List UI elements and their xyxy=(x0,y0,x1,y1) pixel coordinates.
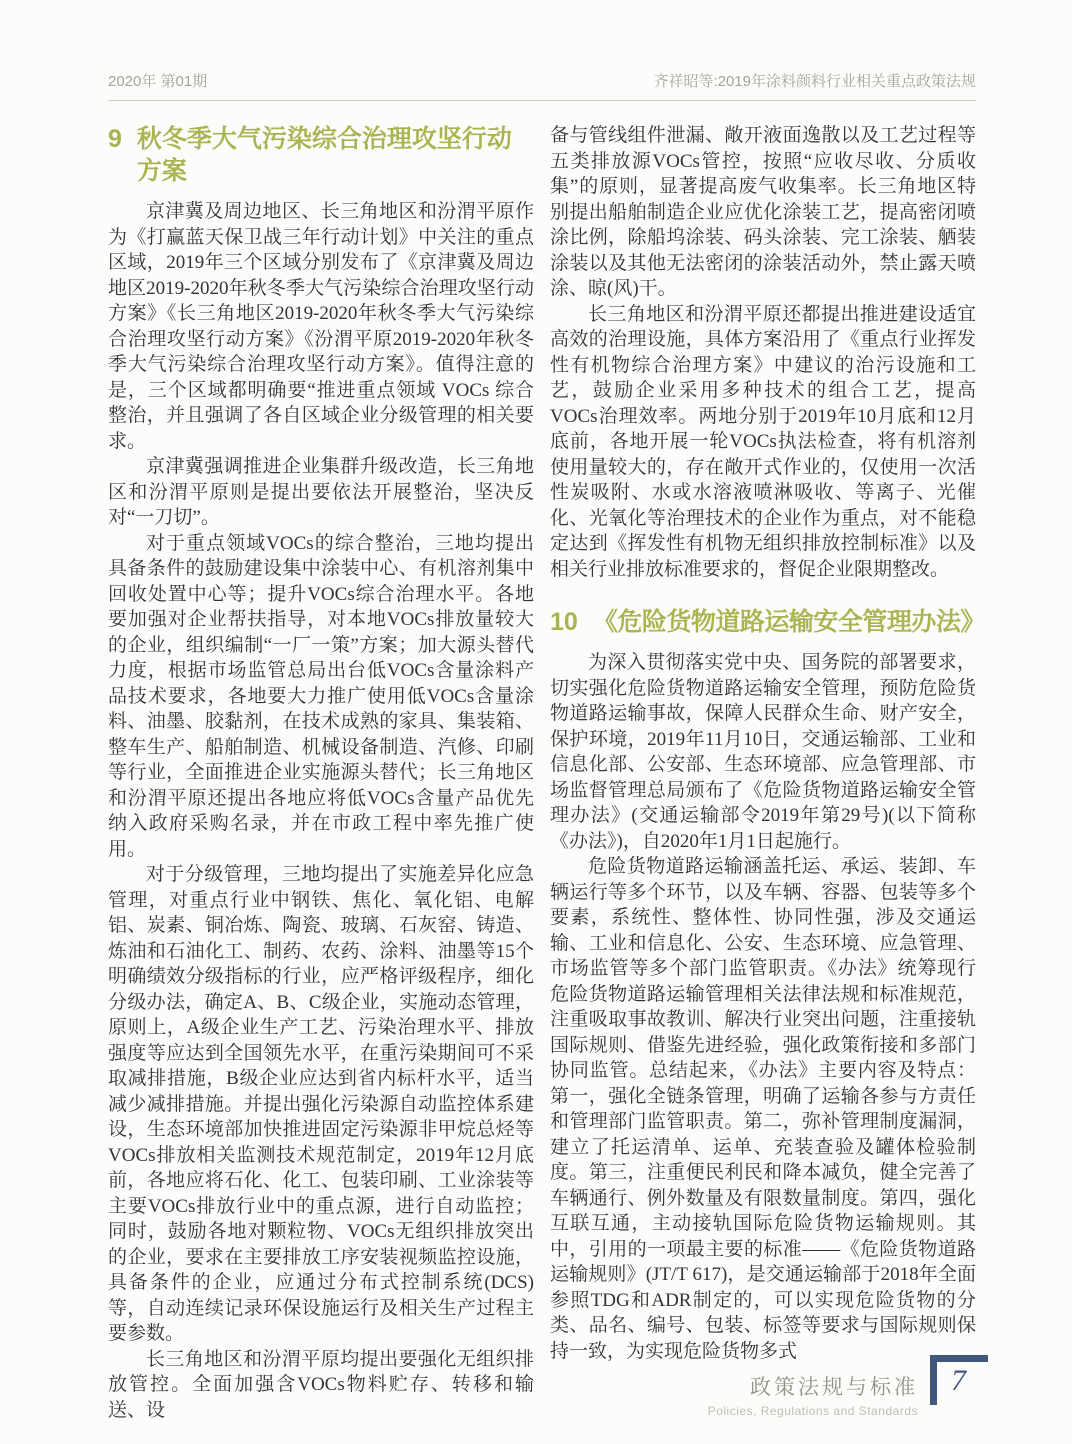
paragraph: 长三角地区和汾渭平原还都提出推进建设适宜高效的治理设施，具体方案沿用了《重点行业挥发性有机物综合治理方案》中建议的治污设施和工艺，鼓励企业采用多种技术的组合工艺，提高VOCs治理效率。两地分别于2019年10月底和12月底前，各地开展一轮VOCs执法检查，将有机溶剂使用量较大的，存在敞开式作业的，仅使用一次活性炭吸附、水或水溶液喷淋吸收、等离子、光催化、光氧化等治理技术的企业作为重点，对不能稳定达到《挥发性有机物无组织排放控制标准》以及相关行业排放标准要求的，督促企业限期整改。 xyxy=(550,303,976,580)
paragraph: 对于分级管理，三地均提出了实施差异化应急管理，对重点行业中钢铁、焦化、氧化铝、电解铝、炭素、铜冶炼、陶瓷、玻璃、石灰窑、铸造、炼油和石油化工、制药、农药、涂料、油墨等15个明确绩效分级指标的行业，应严格评级程序，细化分级办法，确定A、B、C级企业，实施动态管理，原则上，A级企业生产工艺、污染治理水平、排放强度等应达到全国领先水平，在重污染期间可不采取减排措施，B级企业应达到省内标杆水平，适当减少减排措施。并提出强化污染源自动监控体系建设，生态环境部加快推进固定污染源非甲烷总烃等VOCs排放相关监测技术规范制定，2019年12月底前，各地应将石化、化工、包装印刷、工业涂装等主要VOCs排放行业中的重点源，进行自动监控；同时，鼓励各地对颗粒物、VOCs无组织排放突出的企业，要求在主要排放工序安装视频监控设施，具备条件的企业，应通过分布式控制系统(DCS)等，自动连续记录环保设施运行及相关生产过程主要参数。 xyxy=(108,864,534,1344)
two-column-body xyxy=(108,123,985,1423)
issue-info: 2020年 第01期 xyxy=(108,73,208,90)
page-number: 7 xyxy=(951,1364,966,1397)
section-10-title: 《危险货物道路运输安全管理办法》 xyxy=(592,608,985,636)
footer-section-titles xyxy=(708,1355,918,1418)
paragraph: 备与管线组件泄漏、敞开液面逸散以及工艺过程等五类排放源VOCs管控，按照“应收尽收、分质收集”的原则，显著提高废气收集率。长三角地区特别提出船舶制造企业应优化涂装工艺，提高密闭喷涂比例，除船坞涂装、码头涂装、完工涂装、舾装涂装以及其他无法密闭的涂装活动外，禁止露天喷涂、晾(风)干。 xyxy=(550,125,976,299)
right-column xyxy=(550,123,985,1423)
section-9-heading xyxy=(108,123,534,187)
page-footer xyxy=(708,1355,988,1418)
paragraph: 京津冀强调推进企业集群升级改造，长三角地区和汾渭平原则是提出要依法开展整治，坚决反对“一刀切”。 xyxy=(108,456,534,528)
page-header xyxy=(108,70,976,101)
left-column xyxy=(108,123,534,1423)
right-column-text-bottom xyxy=(550,650,976,1364)
footer-section-title-en: Policies, Regulations and Standards xyxy=(707,1404,918,1418)
paragraph: 为深入贯彻落实党中央、国务院的部署要求，切实强化危险货物道路运输安全管理，预防危险货物道路运输事故，保障人民群众生命、财产安全，保护环境，2019年11月10日，交通运输部、工业和信息化部、公安部、生态环境部、应急管理部、市场监督管理总局颁布了《危险货物道路运输安全管理办法》(交通运输部令2019年第29号)(以下简称《办法》)，自2020年1月1日起施行。 xyxy=(550,652,976,852)
paragraph: 京津冀及周边地区、长三角地区和汾渭平原作为《打赢蓝天保卫战三年行动计划》中关注的重点区域，2019年三个区域分别发布了《京津冀及周边地区2019-2020年秋冬季大气污染综合治理攻坚行动方案》《长三角地区2019-2020年秋冬季大气污染综合治理攻坚行动方案》《汾渭平原2019-2020年秋冬季大气污染综合治理攻坚行动方案》。值得注意的是，三个区域都明确要“推进重点领域 VOCs 综合整治，并且强调了各自区域企业分级管理的相关要求。 xyxy=(108,201,534,452)
footer-section-title-cn: 政策法规与标准 xyxy=(750,1376,918,1399)
paragraph: 长三角地区和汾渭平原均提出要强化无组织排放管控。全面加强含VOCs物料贮存、转移和输送、设 xyxy=(108,1348,534,1421)
section-9-number: 9 xyxy=(108,125,122,153)
paragraph: 危险货物道路运输涵盖托运、承运、装卸、车辆运行等多个环节，以及车辆、容器、包装等多个要素，系统性、整体性、协同性强，涉及交通运输、工业和信息化、公安、生态环境、应急管理、市场监管等多个部门监管职责。《办法》统筹现行危险货物道路运输管理相关法律法规和标准规范，注重吸取事故教训、解决行业突出问题，注重接轨国际规则、借鉴先进经验，强化政策衔接和多部门协同监管。总结起来，《办法》主要内容及特点：第一，强化全链条管理，明确了运输各参与方责任和管理部门监管职责。第二，弥补管理制度漏洞，建立了托运清单、运单、充装查验及罐体检验制度。第三，注重便民利民和降本减负，健全完善了车辆通行、例外数量及有限数量制度。第四，强化互联互通，主动接轨国际危险货物运输规则。其中，引用的一项最主要的标准——《危险货物道路运输规则》(JT/T 617)，是交通运输部于2018年全面参照TDG和ADR制定的，可以实现危险货物的分类、品名、编号、包装、标签等要求与国际规则保持一致，为实现危险货物多式 xyxy=(550,856,976,1362)
section-10-number: 10 xyxy=(550,608,578,636)
page-number-bracket xyxy=(930,1355,988,1405)
right-column-text-top xyxy=(550,123,976,582)
section-10-heading xyxy=(550,606,985,638)
left-column-text xyxy=(108,199,534,1423)
paragraph: 对于重点领域VOCs的综合整治，三地均提出具备条件的鼓励建设集中涂装中心、有机溶剂集中回收处置中心等；提升VOCs综合治理水平。各地要加强对企业帮扶指导，对本地VOCs排放量较大的企业，组织编制“一厂一策”方案；加大源头替代力度，根据市场监管总局出台低VOCs含量涂料产品技术要求，各地要大力推广使用低VOCs含量涂料、油墨、胶黏剂，在技术成熟的家具、集装箱、整车生产、船舶制造、机械设备制造、汽修、印刷等行业，全面推进企业实施源头替代；长三角地区和汾渭平原还提出各地应将低VOCs含量产品优先纳入政府采购名录，并在市政工程中率先推广使用。 xyxy=(108,532,534,860)
running-title: 齐祥昭等:2019年涂料颜料行业相关重点政策法规 xyxy=(653,73,976,90)
section-9-title: 秋冬季大气污染综合治理攻坚行动方案 xyxy=(136,125,512,185)
